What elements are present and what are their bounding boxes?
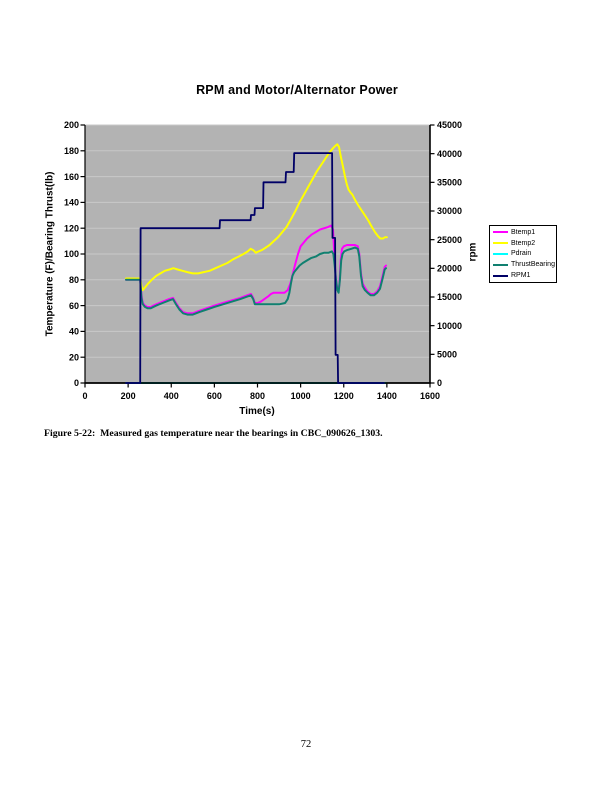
- tick-label-right: 20000: [437, 263, 463, 274]
- tick-label-x: 600: [206, 391, 222, 401]
- legend-item: [490, 272, 556, 279]
- tick-label-left: 20: [68, 352, 79, 363]
- chart-legend: [489, 225, 557, 283]
- page-number: 72: [300, 739, 312, 750]
- tick-label-left: 200: [63, 120, 79, 131]
- tick-label-right: 5000: [437, 349, 458, 360]
- legend-swatch-Btemp2: [493, 242, 508, 244]
- legend-item: [490, 250, 556, 257]
- legend-swatch-Btemp1: [493, 231, 508, 233]
- tick-label-x: 800: [249, 391, 266, 401]
- tick-label-left: 160: [63, 171, 79, 182]
- y-axis-right-title: rpm: [467, 242, 479, 262]
- tick-label-right: 15000: [437, 292, 463, 303]
- tick-label-right: 0: [437, 378, 443, 389]
- x-axis-title: Time(s): [239, 406, 275, 417]
- legend-label: Btemp2: [511, 239, 536, 247]
- tick-label-left: 40: [68, 326, 79, 337]
- tick-label-x: 200: [120, 391, 136, 401]
- tick-label-left: 120: [63, 223, 79, 234]
- legend-swatch-RPM1: [493, 275, 508, 277]
- y-axis-left-title: Temperature (F)/Bearing Thrust(lb): [44, 171, 56, 337]
- tick-label-x: 1000: [290, 391, 311, 401]
- tick-label-left: 140: [63, 197, 79, 208]
- legend-item: [490, 240, 556, 247]
- chart-title: RPM and Motor/Alternator Power: [196, 83, 398, 97]
- legend-swatch-ThrustBearing: [493, 264, 508, 266]
- legend-label: Pdrain: [511, 250, 532, 258]
- legend-label: RPM1: [511, 272, 531, 280]
- tick-label-left: 80: [68, 275, 79, 285]
- tick-label-left: 0: [73, 378, 79, 389]
- tick-label-right: 10000: [437, 320, 463, 331]
- tick-label-x: 400: [163, 391, 179, 401]
- tick-label-left: 60: [68, 300, 79, 311]
- legend-swatch-Pdrain: [493, 253, 508, 255]
- legend-label: ThrustBearing: [511, 261, 555, 269]
- tick-label-x: 1400: [376, 391, 397, 401]
- figure-caption: Figure 5-22: Measured gas temperature near the bearings in CBC_090626_1303.: [44, 428, 383, 439]
- tick-label-x: 0: [82, 391, 88, 401]
- tick-label-right: 40000: [437, 148, 463, 159]
- tick-label-right: 25000: [437, 234, 463, 245]
- tick-label-x: 1600: [419, 391, 441, 401]
- tick-label-left: 100: [63, 249, 79, 260]
- legend-item: [490, 261, 556, 268]
- tick-label-right: 45000: [437, 120, 463, 131]
- tick-label-right: 30000: [437, 206, 463, 217]
- tick-label-right: 35000: [437, 177, 463, 188]
- legend-label: Btemp1: [511, 228, 536, 236]
- tick-label-left: 180: [63, 146, 79, 156]
- legend-item: [490, 229, 556, 236]
- tick-label-x: 1200: [333, 391, 354, 401]
